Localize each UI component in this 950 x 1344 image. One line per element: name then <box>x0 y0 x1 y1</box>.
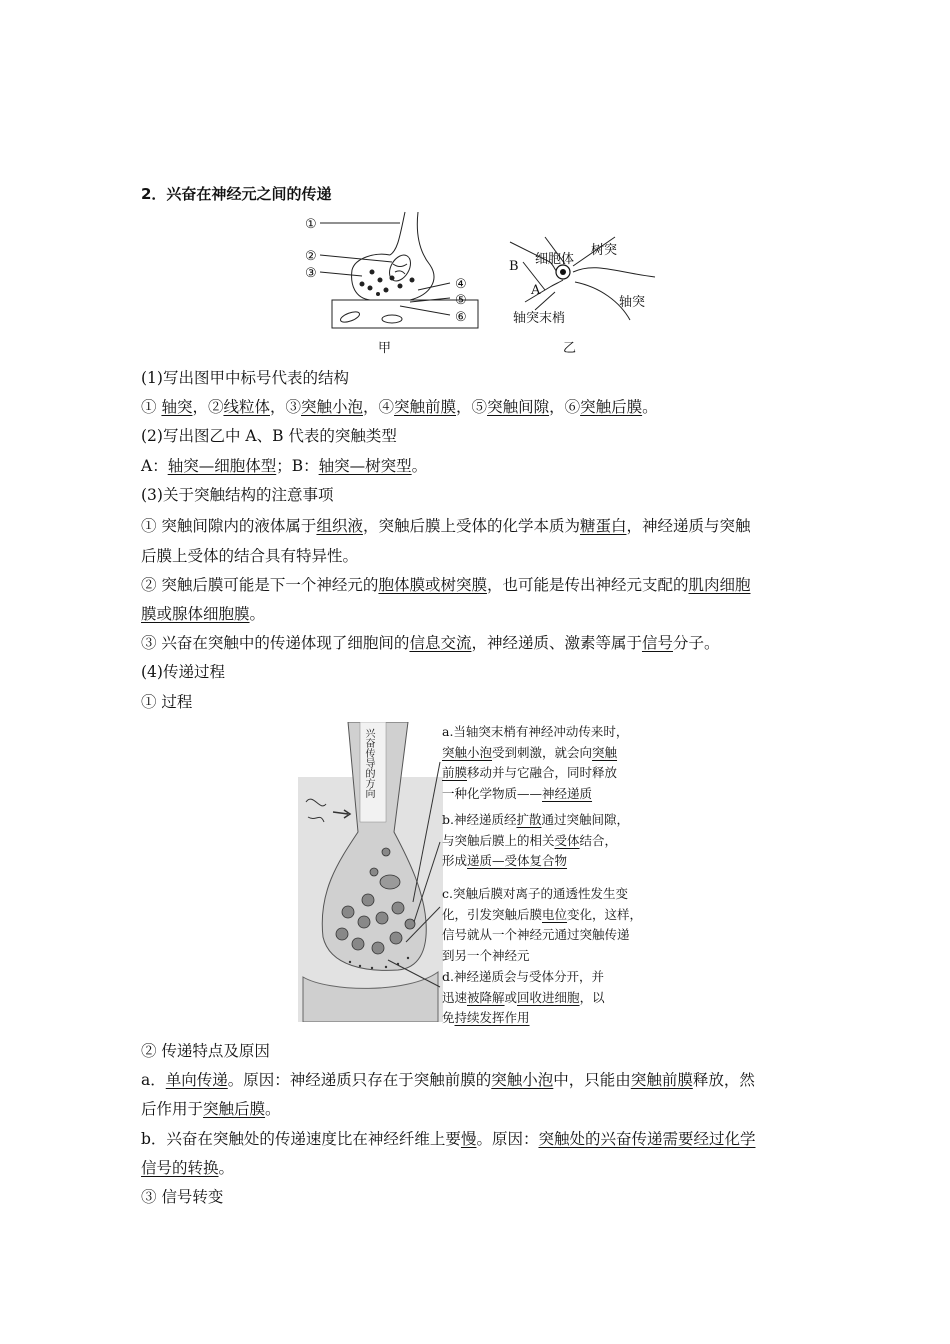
q3-point-1: ① 突触间隙内的液体属于组织液，突触后膜上受体的化学本质为糖蛋白，神经递质与突触 <box>141 517 751 535</box>
figure-jia-synapse <box>300 210 490 360</box>
section-title: 2．兴奋在神经元之间的传递 <box>141 185 332 203</box>
q2-answers: A：轴突—细胞体型；B：轴突—树突型。 <box>141 457 428 475</box>
yi-label-axon: 轴突 <box>619 295 646 310</box>
feature-b-cont: 信号的转换。 <box>141 1159 235 1177</box>
q3-point-2-cont: 膜或腺体细胞膜。 <box>141 605 266 623</box>
q1-answers: ① 轴突，②线粒体，③突触小泡，④突触前膜，⑤突触间隙，⑥突触后膜。 <box>141 398 658 416</box>
step-d: d.神经递质会与受体分开，并 迅速被降解或回收进细胞，以 免持续发挥作用 <box>442 969 605 1025</box>
yi-label-a: A <box>531 283 541 298</box>
feature-a: a．单向传递。原因：神经递质只存在于突触前膜的突触小泡中，只能由突触前膜释放，然 <box>141 1071 755 1089</box>
answer: 突触后膜 <box>580 398 643 416</box>
yi-label-cell-body: 细胞体 <box>535 252 575 267</box>
step-b: b.神经递质经扩散通过突触间隙， 与突触后膜上的相关受体结合， 形成递质—受体复合物 <box>442 812 630 868</box>
step-c: c.突触后膜对离子的通透性发生变 化，引发突触后膜电位变化，这样， 信号就从一个神经元通过突触传递 到另一个神经元 <box>442 886 643 963</box>
q4-title: (4)传递过程 <box>141 663 225 681</box>
jia-label-4: ④ <box>455 277 467 292</box>
answer: 轴突—细胞体型 <box>167 457 277 475</box>
q3-title: (3)关于突触结构的注意事项 <box>141 486 334 504</box>
jia-label-6: ⑥ <box>455 310 467 325</box>
jia-label-3: ③ <box>305 266 317 281</box>
jia-label-5: ⑤ <box>455 293 467 308</box>
q3-point-2: ② 突触后膜可能是下一个神经元的胞体膜或树突膜，也可能是传出神经元支配的肌肉细胞 <box>141 576 751 594</box>
yi-label-axon-terminal: 轴突末梢 <box>513 311 566 326</box>
feature-a-cont: 后作用于突触后膜。 <box>141 1100 281 1118</box>
yi-caption: 乙 <box>563 341 577 356</box>
q1-title: (1)写出图甲中标号代表的结构 <box>141 369 349 387</box>
q4-sub3: ③ 信号转变 <box>141 1188 224 1206</box>
q3-point-1-cont: 后膜上受体的结合具有特异性。 <box>141 547 359 565</box>
answer: 突触小泡 <box>301 398 364 416</box>
q4-sub1: ① 过程 <box>141 693 193 711</box>
answer: 线粒体 <box>223 398 270 416</box>
q4-sub2: ② 传递特点及原因 <box>141 1042 270 1060</box>
figure-yi-neuron <box>505 232 665 360</box>
jia-caption: 甲 <box>378 341 392 356</box>
answer: 轴突—树突型 <box>318 457 412 475</box>
answer: 突触前膜 <box>394 398 457 416</box>
yi-label-b: B <box>509 259 519 274</box>
q3-point-3: ③ 兴奋在突触中的传递体现了细胞间的信息交流，神经递质、激素等属于信号分子。 <box>141 634 720 652</box>
answer: 轴突 <box>161 398 193 416</box>
transmission-direction-label: 兴奋传导的方向 <box>363 728 374 798</box>
feature-b: b．兴奋在突触处的传递速度比在神经纤维上要慢。原因：突触处的兴奋传递需要经过化学 <box>141 1130 756 1148</box>
step-a: a.当轴突末梢有神经冲动传来时， 突触小泡受到刺激，就会向突触 前膜移动并与它融合，同时释放 一种化学物质——神经递质 <box>442 724 629 801</box>
q2-title: (2)写出图乙中 A、B 代表的突触类型 <box>141 427 397 445</box>
jia-label-1: ① <box>305 217 317 232</box>
answer: 突触间隙 <box>487 398 550 416</box>
yi-label-dendrite: 树突 <box>591 243 618 258</box>
jia-label-2: ② <box>305 249 317 264</box>
